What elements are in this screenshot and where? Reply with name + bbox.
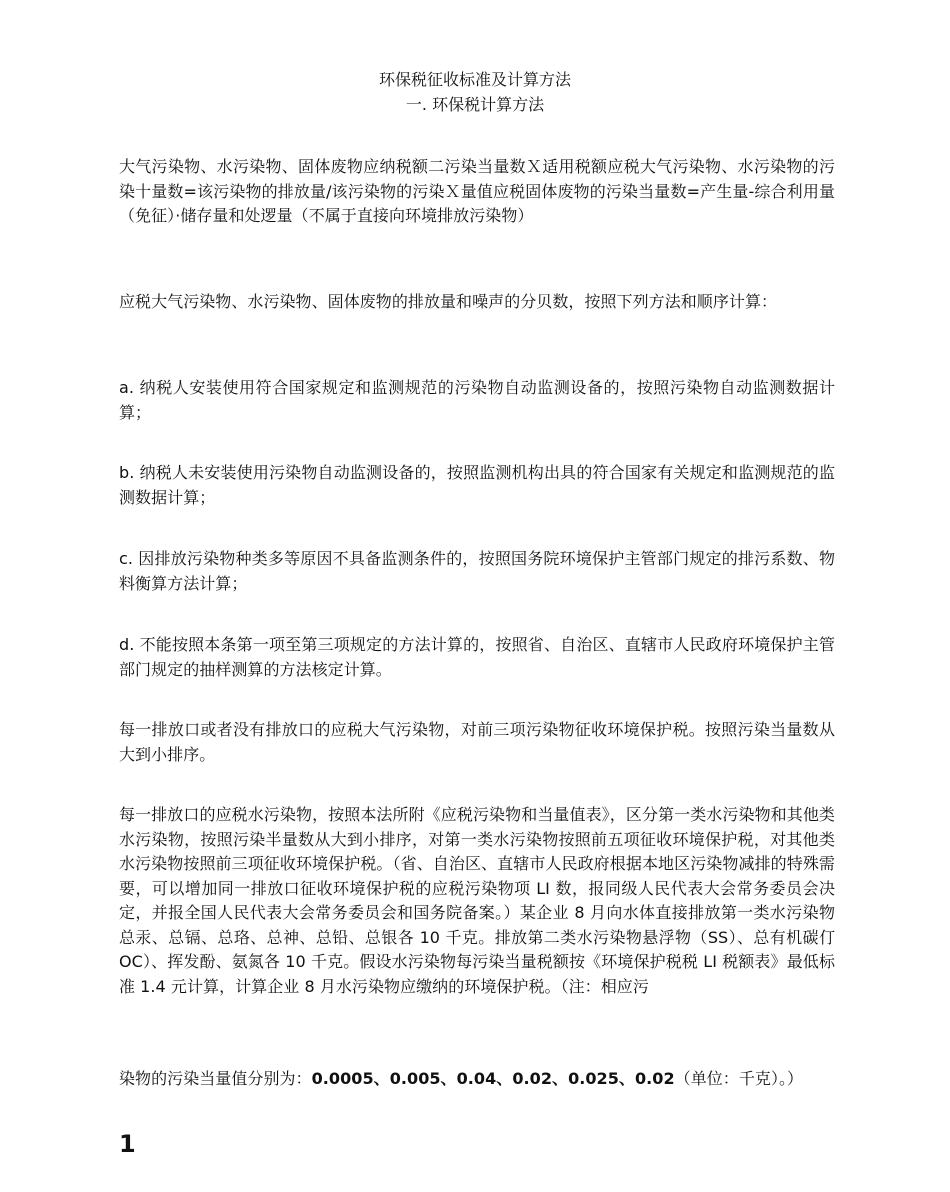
paragraph-air-pollutants: 每一排放口或者没有排放口的应税大气污染物，对前三项污染物征收环境保护税。按照污染当量数从大到小排序。 <box>119 720 835 764</box>
equivalent-values-prefix: 染物的污染当量值分别为： <box>119 1069 312 1088</box>
equivalent-values-suffix: （单位：千克）。） <box>674 1069 804 1088</box>
paragraph-calc-order: 应税大气污染物、水污染物、固体废物的排放量和噪声的分贝数，按照下列方法和顺序计算： <box>119 292 778 311</box>
paragraph-item-c: c. 因排放污染物种类多等原因不具备监测条件的，按照国务院环境保护主管部门规定的排污系数、物料衡算方法计算； <box>119 549 835 593</box>
section-heading: 一. 环保税计算方法 <box>405 95 545 114</box>
document-title: 环保税征收标准及计算方法 <box>378 70 571 89</box>
paragraph-item-d: d. 不能按照本条第一项至第三项规定的方法计算的，按照省、自治区、直辖市人民政府环境保护主管部门规定的抽样测算的方法核定计算。 <box>119 635 835 679</box>
paragraph-item-b: b. 纳税人未安装使用污染物自动监测设备的，按照监测机构出具的符合国家有关规定和监测规范的监测数据计算； <box>119 463 835 507</box>
paragraph-item-a: a. 纳税人安装使用符合国家规定和监测规范的污染物自动监测设备的，按照污染物自动监测数据计算； <box>119 378 835 422</box>
equivalent-values-numbers: 0.0005、0.005、0.04、0.02、0.025、0.02 <box>311 1069 675 1088</box>
paragraph-formula: 大气污染物、水污染物、固体废物应纳税额二污染当量数Ｘ适用税额应税大气污染物、水污染物的污染十量数=该污染物的排放量/该污染物的污染Ｘ量值应税固体废物的污染当量数=产生量-综合利用量（免征）·储存量和处逻量（不属于直接向环境排放污染物） <box>119 157 835 225</box>
paragraph-equivalent-values <box>119 1067 835 1092</box>
paragraph-water-pollutants: 每一排放口的应税水污染物，按照本法所附《应税污染物和当量值表》，区分第一类水污染物和其他类水污染物，按照污染半量数从大到小排序，对第一类水污染物按照前五项征收环境保护税，对其他类水污染物按照前三项征收环境保护税。（省、自治区、直辖市人民政府根据本地区污染物减排的特殊需要，可以增加同一排放口征收环境保护税的应税污染物项 LI 数，报同级人民代表大会常务委员会决定，并报全国人民代表大会常务委员会和国务院备案。）某企业 8 月向水体直接排放第一类水污染物总汞、总镉、总珞、总神、总铅、总银各 10 千克。排放第二类水污染物悬浮物（SS）、总有机碳仃 OC）、挥发酚、氨氮各 10 千克。假设水污染物每污染当量税额按《环境保护税税 LI 税额表》最低标准 1.4 元计算，计算企业 8 月水污染物应缴纳的环境保护税。（注：相应污 <box>119 805 835 996</box>
page-number: 1 <box>119 1130 136 1158</box>
